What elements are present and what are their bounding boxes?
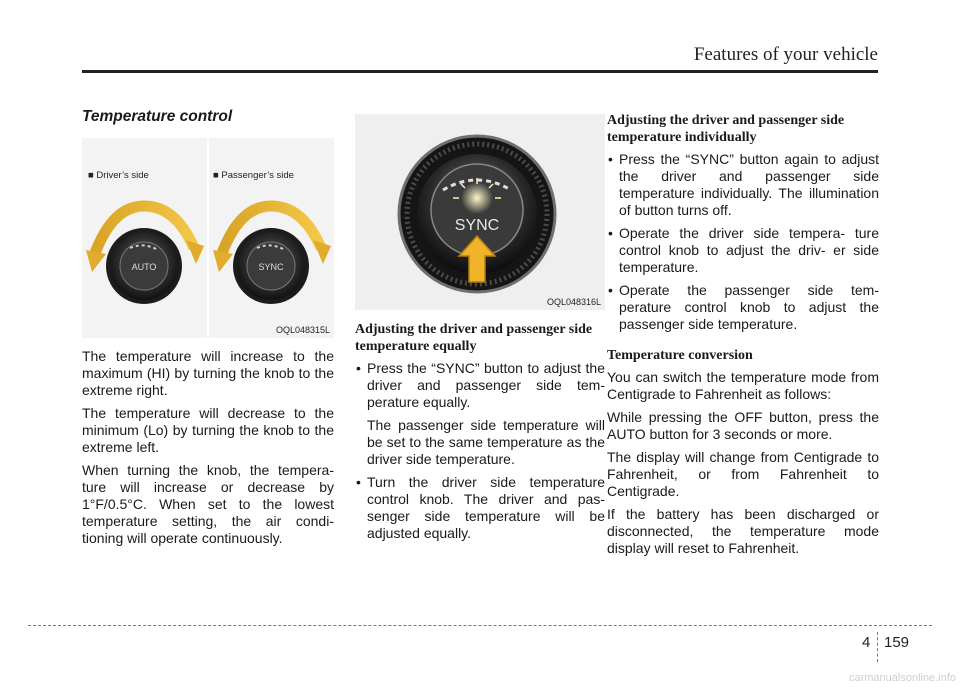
figure-label-driver: ■ Driver’s side [88, 170, 149, 181]
footer-rule [28, 625, 932, 626]
list-item: • Operate the passenger side tem- perature control knob to adjust the passenger side temperature. [607, 282, 879, 333]
knob-label-sync: SYNC [258, 262, 284, 272]
figure-code: OQL048316L [546, 297, 601, 307]
knob-label-auto: AUTO [131, 262, 157, 272]
running-header: Features of your vehicle [693, 44, 878, 65]
column-3 [607, 112, 879, 563]
paragraph: The temperature will increase to the maximum (HI) by turning the knob to the extreme right. [82, 348, 334, 398]
paragraph: The display will change from Centigrade to Fahrenheit, or from Fahrenheit to Centigrade. [607, 449, 879, 499]
page-number: 159 [884, 634, 910, 651]
bullet-list [607, 151, 879, 333]
paragraph: While pressing the OFF button, press the AUTO button for 3 seconds or more. [607, 409, 879, 442]
paragraph: The temperature will decrease to the minimum (Lo) by turning the knob to the extreme left. [82, 405, 334, 455]
section-title: Temperature control [82, 108, 233, 125]
knob-label-sync: SYNC [454, 217, 500, 234]
column-1 [82, 108, 334, 553]
figure-label-passenger: ■ Passenger’s side [213, 170, 294, 181]
header-rule [82, 70, 878, 73]
paragraph: You can switch the temperature mode from Centigrade to Fahrenheit as follows: [607, 369, 879, 402]
figure-code: OQL048315L [275, 325, 330, 335]
list-item: • Press the “SYNC” button to adjust the driver and passenger side tem- perature equally. The passenger side temperature will be set to the same temperature as the driver side temperature. [355, 360, 605, 468]
passenger-knob-illustration [209, 188, 334, 318]
watermark: carmanualsonline.info [848, 672, 956, 684]
sync-knob-illustration [355, 114, 605, 310]
bullet-list [355, 360, 605, 542]
subheading: Adjusting the driver and passenger side temperature individually [607, 113, 845, 145]
footer-divider [877, 632, 878, 662]
paragraph: When turning the knob, the tempera- ture will increase or decrease by 1°F/0.5°C. When set to the lowest temperature setting, the air condi- tioning will operate continuously. [82, 462, 334, 546]
figure-sync-knob [355, 114, 605, 310]
figure-temperature-knobs [82, 138, 334, 338]
list-item: • Turn the driver side temperature control knob. The driver and pas- senger side temperature will be adjusted equally. [355, 474, 605, 542]
subheading: Adjusting the driver and passenger side temperature equally [355, 322, 593, 354]
list-item: • Operate the driver side tempera- ture control knob to adjust the driv- er side temperature. [607, 225, 879, 276]
subheading-temperature-conversion: Temperature conversion [607, 348, 753, 363]
bullet-note: The passenger side temperature will be set to the same temperature as the driver side temperature. [367, 417, 605, 467]
column-2 [355, 114, 605, 548]
driver-knob-illustration [82, 188, 207, 318]
paragraph: If the battery has been discharged or disconnected, the temperature mode display will reset to Fahrenheit. [607, 506, 879, 556]
list-item: • Press the “SYNC” button again to adjust the driver and passenger side temperature individually. The illumination of button turns off. [607, 151, 879, 219]
chapter-number: 4 [862, 634, 871, 651]
